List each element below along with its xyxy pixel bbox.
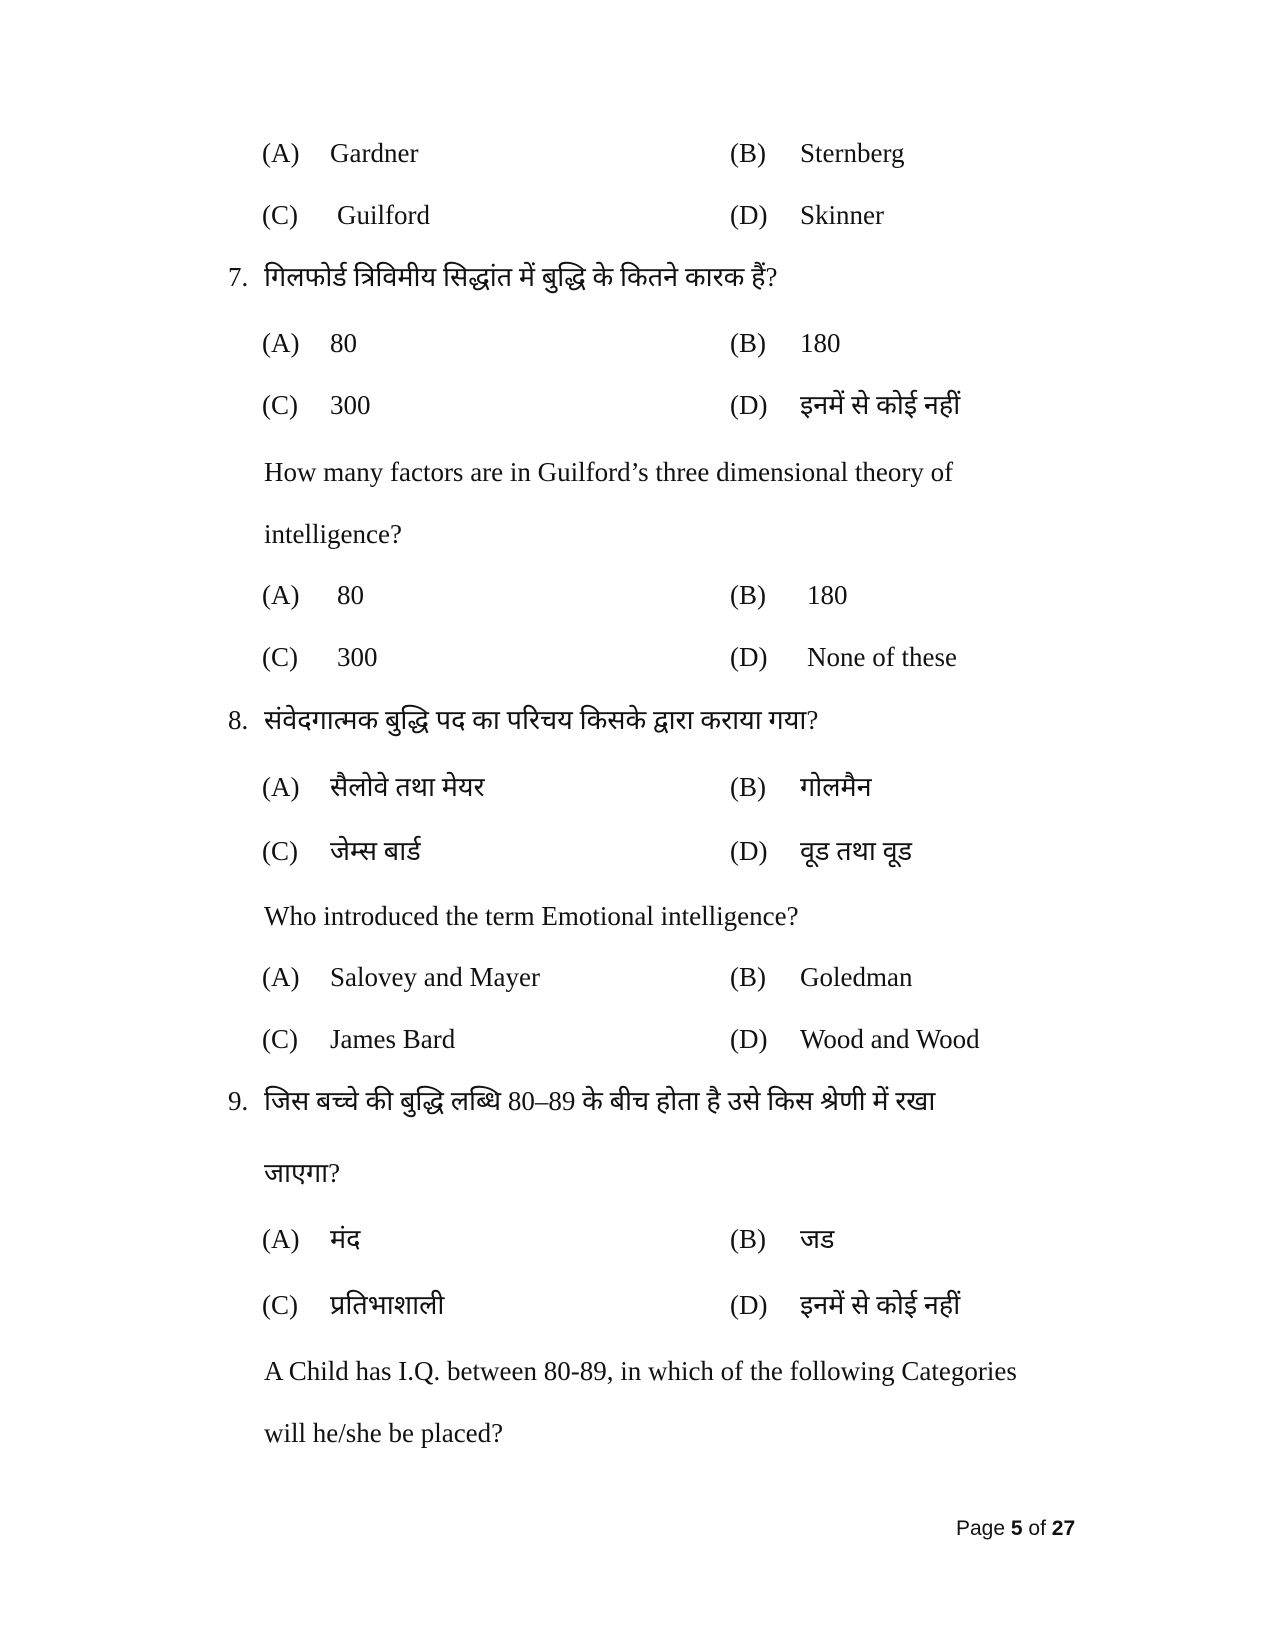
question-text: जाएगा?	[264, 1158, 341, 1188]
option-text: मंद	[330, 1224, 361, 1254]
option-text: Guilford	[337, 200, 430, 230]
option-label: (C)	[262, 642, 298, 672]
question-text: intelligence?	[264, 519, 402, 549]
option-label: (A)	[262, 580, 300, 610]
option-label: (C)	[262, 1024, 298, 1054]
page-word: Page	[956, 1517, 1006, 1540]
option-text: जेम्स बार्ड	[330, 836, 421, 866]
question-text: संवेदगात्मक बुद्धि पद का परिचय किसके द्वारा कराया गया?	[264, 705, 819, 735]
option-label: (D)	[730, 200, 768, 230]
question-text: जिस बच्चे की बुद्धि लब्धि 80–89 के बीच होता है उसे किस श्रेणी में रखा	[264, 1086, 936, 1116]
option-text: James Bard	[330, 1024, 456, 1054]
option-label: (D)	[730, 642, 768, 672]
question-text: How many factors are in Guilford’s three dimensional theory of	[264, 457, 954, 487]
option-text: गोलमैन	[800, 772, 872, 802]
option-text: वूड तथा वूड	[800, 836, 913, 866]
option-text: Wood and Wood	[800, 1024, 980, 1054]
option-text: 300	[330, 390, 371, 420]
question-text: Who introduced the term Emotional intelligence?	[264, 901, 799, 931]
option-label: (B)	[730, 962, 766, 992]
option-text: इनमें से कोई नहीं	[800, 1290, 961, 1320]
question-number: 9.	[228, 1086, 249, 1116]
current-page-number: 5	[1010, 1517, 1023, 1540]
option-text: Goledman	[800, 962, 913, 992]
option-label: (D)	[730, 390, 768, 420]
option-text: इनमें से कोई नहीं	[800, 390, 961, 420]
option-label: (B)	[730, 1224, 766, 1254]
option-label: (B)	[730, 580, 766, 610]
option-label: (C)	[262, 200, 298, 230]
option-text: 300	[337, 642, 378, 672]
option-label: (D)	[730, 1290, 768, 1320]
question-text: A Child has I.Q. between 80-89, in which of the following Categories	[264, 1356, 1017, 1386]
option-text: सैलोवे तथा मेयर	[330, 772, 485, 802]
option-label: (C)	[262, 1290, 298, 1320]
option-label: (B)	[730, 328, 766, 358]
option-text: 80	[337, 580, 364, 610]
option-label: (A)	[262, 772, 300, 802]
option-label: (A)	[262, 962, 300, 992]
option-text: Gardner	[330, 138, 419, 168]
option-text: 80	[330, 328, 357, 358]
option-text: जड	[800, 1224, 835, 1254]
option-label: (B)	[730, 138, 766, 168]
option-label: (D)	[730, 836, 768, 866]
question-text: will he/she be placed?	[264, 1418, 504, 1448]
option-label: (D)	[730, 1024, 768, 1054]
of-word: of	[1028, 1517, 1046, 1540]
option-text: Skinner	[800, 200, 884, 230]
option-text: 180	[800, 328, 841, 358]
option-label: (C)	[262, 836, 298, 866]
question-number: 7.	[228, 262, 249, 292]
question-number: 8.	[228, 705, 249, 735]
option-label: (B)	[730, 772, 766, 802]
option-label: (C)	[262, 390, 298, 420]
total-pages-number: 27	[1051, 1517, 1076, 1540]
question-text: गिलफोर्ड त्रिविमीय सिद्धांत में बुद्धि के कितने कारक हैं?	[264, 262, 778, 292]
option-text: प्रतिभाशाली	[330, 1290, 445, 1320]
option-label: (A)	[262, 328, 300, 358]
option-text: None of these	[807, 642, 957, 672]
option-text: 180	[807, 580, 848, 610]
option-text: Salovey and Mayer	[330, 962, 540, 992]
page-footer	[956, 1516, 1075, 1542]
option-label: (A)	[262, 1224, 300, 1254]
option-label: (A)	[262, 138, 300, 168]
option-text: Sternberg	[800, 138, 905, 168]
